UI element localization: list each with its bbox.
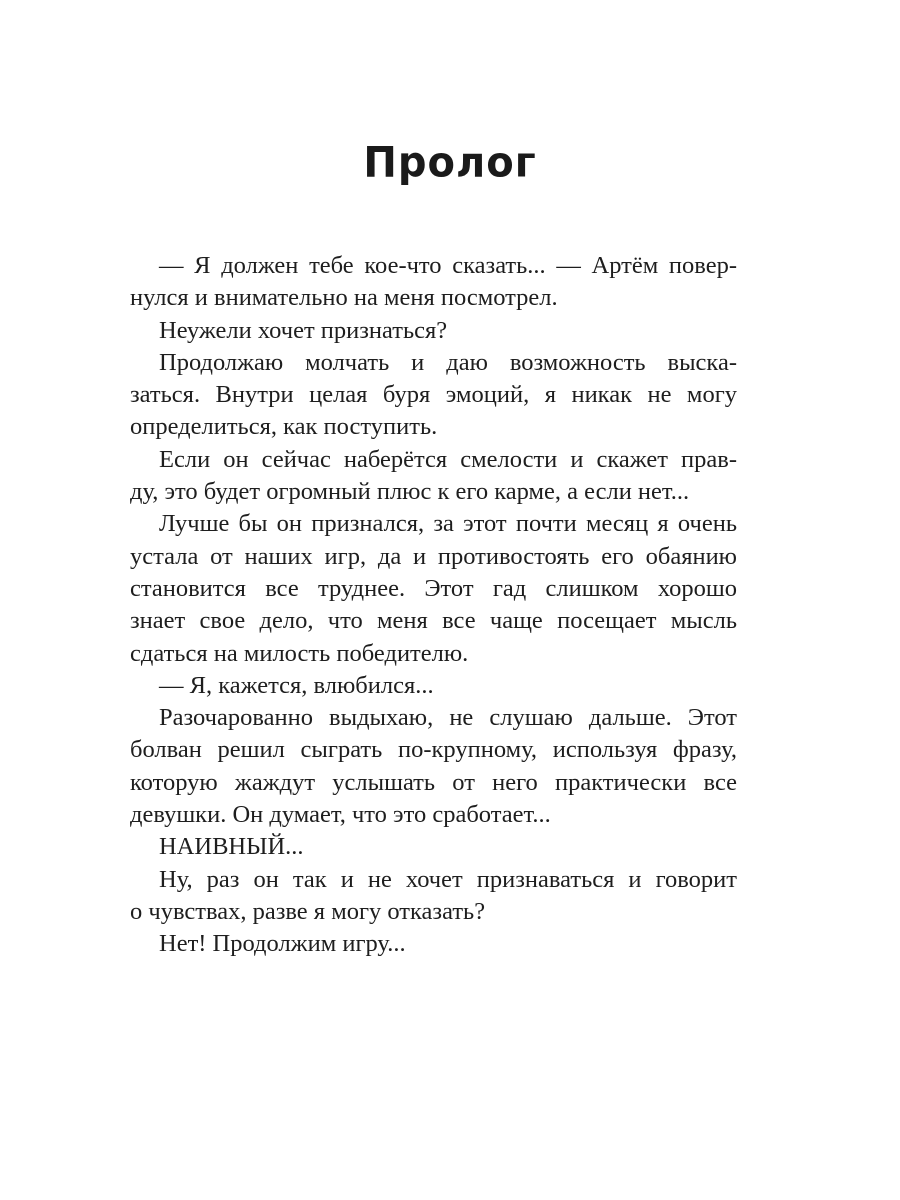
text-line: девушки. Он думает, что это сработает...: [130, 801, 551, 829]
text-line: Продолжаю молчать и даю возможность выска-: [159, 348, 737, 376]
text-line: становится все труднее. Этот гад слишком хорошо: [130, 574, 737, 602]
text-line: Разочарованно выдыхаю, не слушаю дальше. Этот: [159, 704, 737, 732]
text-line: — Я, кажется, влюбился...: [159, 671, 434, 699]
text-line: знает свое дело, что меня все чаще посещает мысль: [130, 607, 737, 635]
text-line: которую жаждут услышать от него практически все: [130, 768, 737, 796]
text-line: — Я должен тебе кое-что сказать... — Артём повер-: [159, 252, 737, 279]
text-line: болван решил сыграть по-крупному, используя фразу,: [130, 736, 737, 764]
text-line: о чувствах, разве я могу отказать?: [130, 897, 486, 925]
text-line: сдаться на милость победителю.: [130, 639, 469, 667]
text-line: устала от наших игр, да и противостоять его обаянию: [130, 542, 737, 570]
text-line: заться. Внутри целая буря эмоций, я никак не могу: [130, 381, 737, 409]
chapter-body: [130, 250, 737, 961]
text-line: Лучше бы он признался, за этот почти месяц я очень: [159, 510, 737, 538]
text-line: Если он сейчас наберётся смелости и скажет прав-: [159, 445, 737, 473]
text-line: ду, это будет огромный плюс к его карме, а если нет...: [130, 478, 690, 506]
text-line: нулся и внимательно на меня посмотрел.: [130, 284, 558, 312]
text-line: определиться, как поступить.: [130, 413, 438, 441]
text-line: Ну, раз он так и не хочет признаваться и говорит: [159, 865, 737, 893]
text-line: Неужели хочет признаться?: [159, 316, 448, 344]
chapter-title: Пролог: [363, 138, 537, 188]
text-line: НАИВНЫЙ...: [159, 833, 304, 861]
text-line: Нет! Продолжим игру...: [159, 930, 406, 958]
